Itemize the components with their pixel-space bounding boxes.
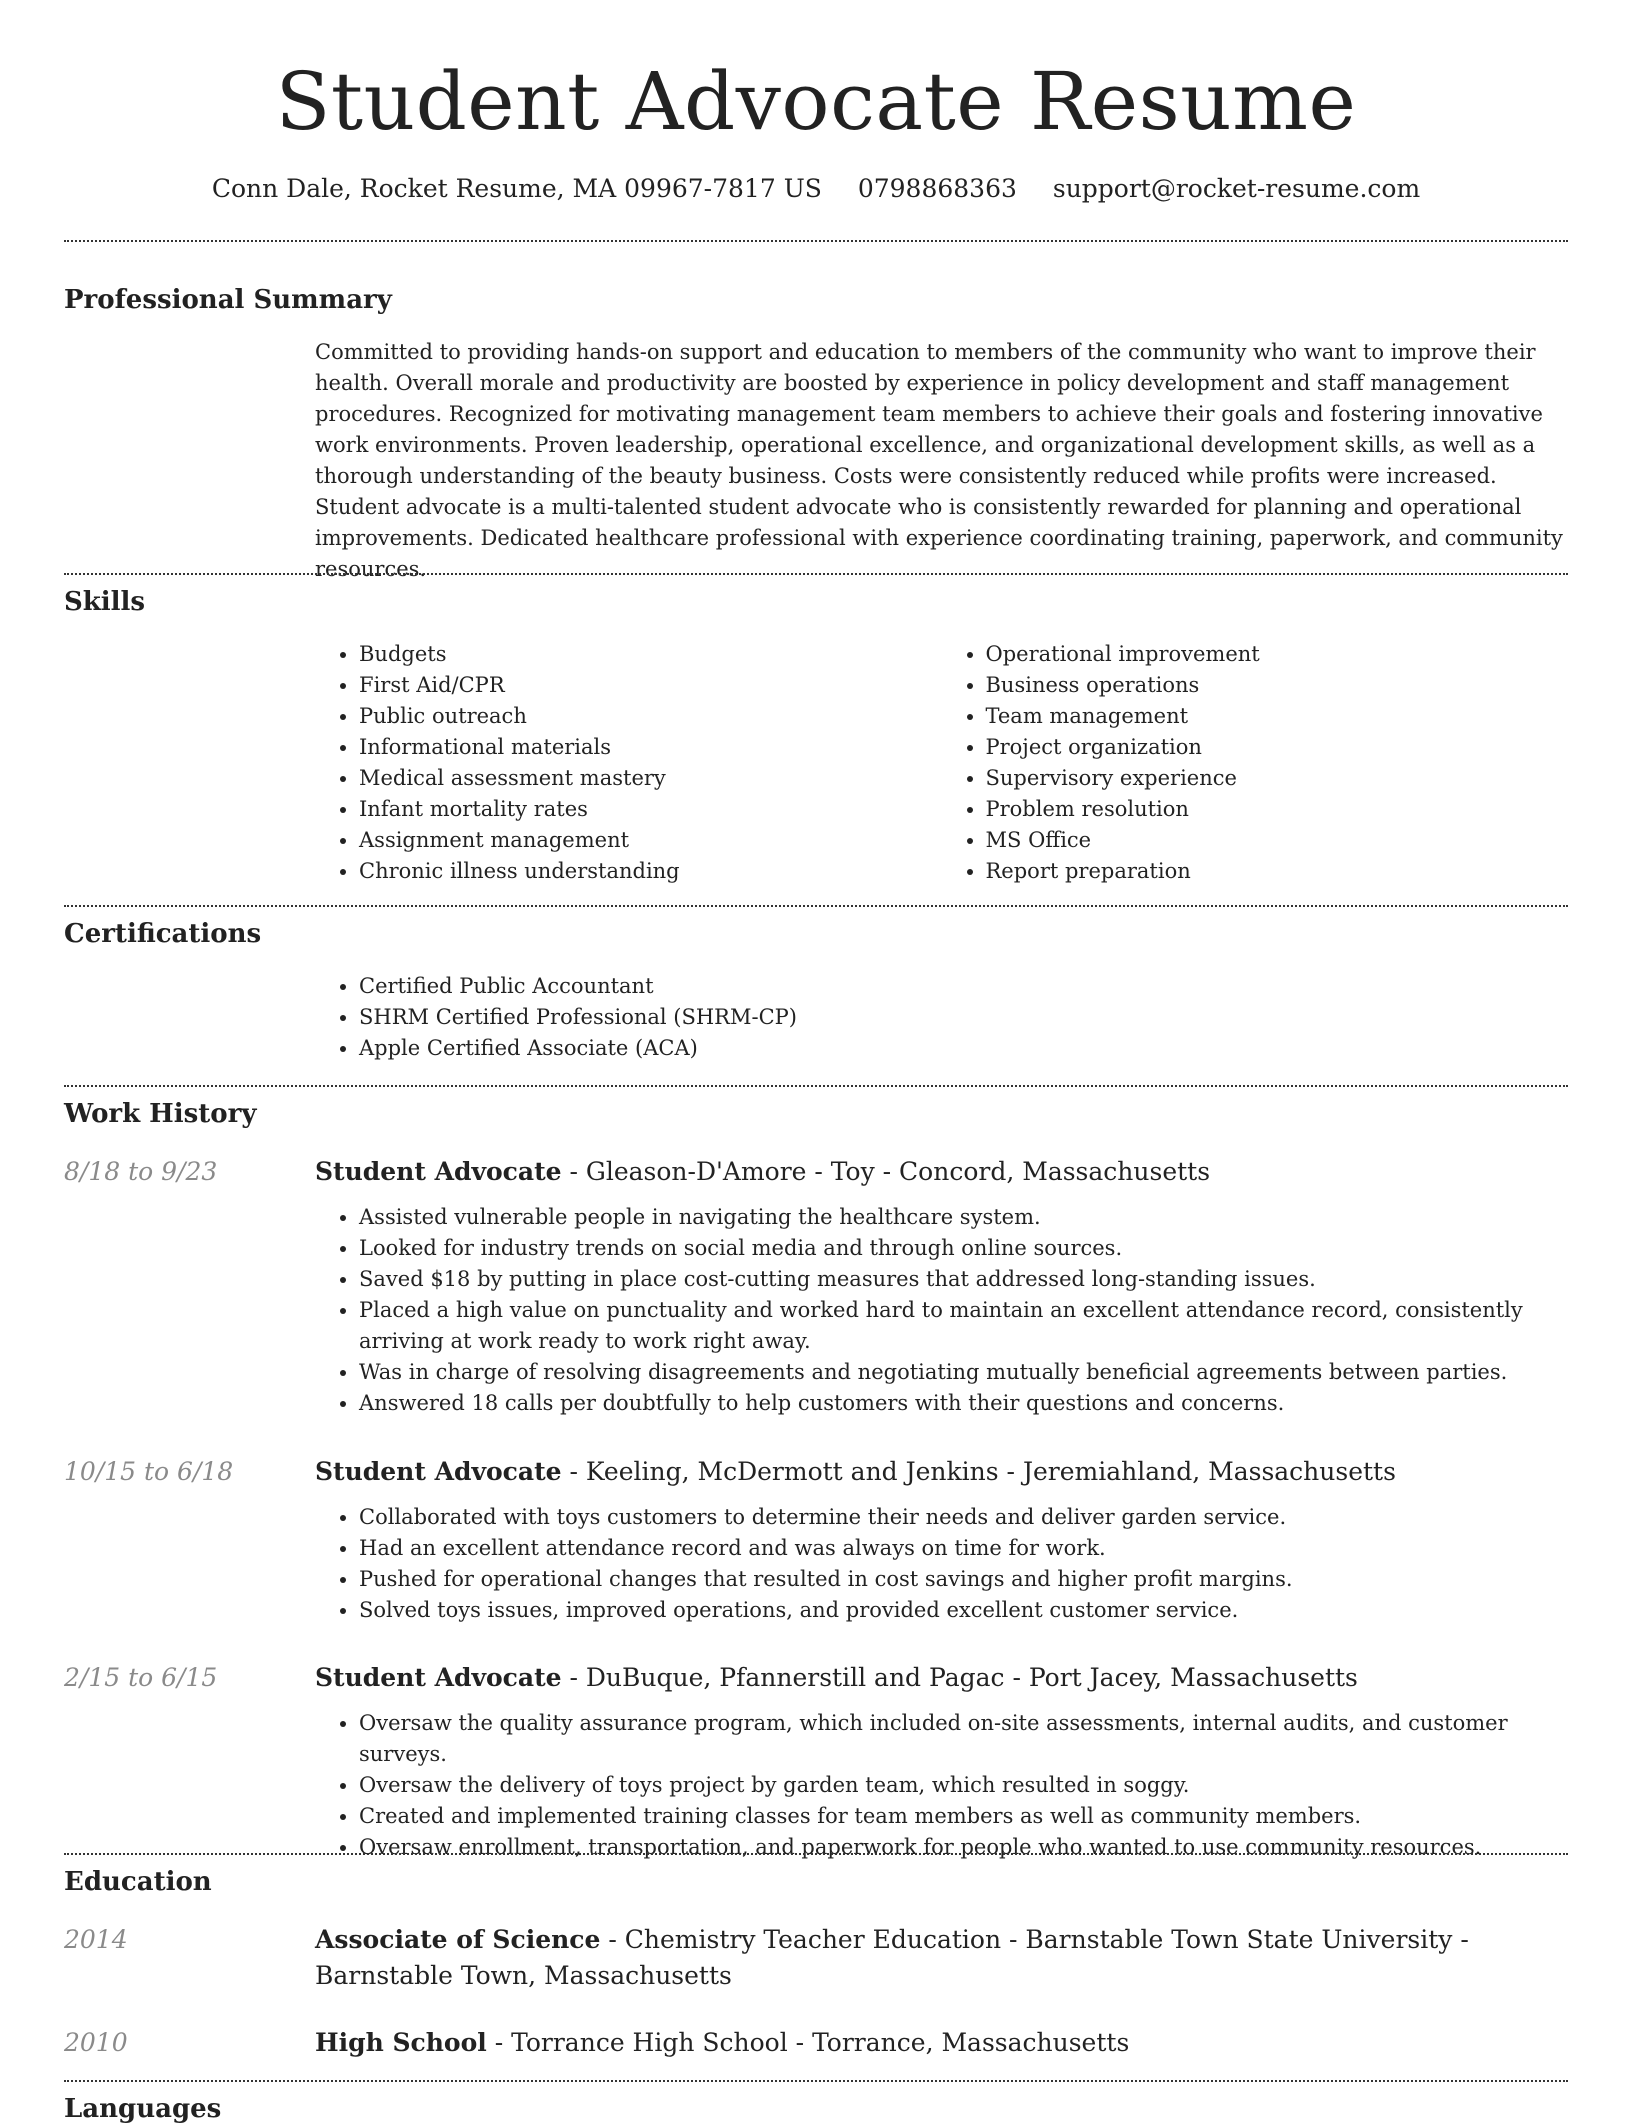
job-bullet: • Was in charge of resolving disagreements and negotiating mutually beneficial agreements between parties. (359, 1357, 1568, 1388)
education-divider (64, 2080, 1568, 2082)
skill-item: • Business operations (986, 670, 1569, 701)
job-bullet: • Created and implemented training classes for team members as well as community members. (359, 1801, 1568, 1832)
job-bullet: • Had an excellent attendance record and was always on time for work. (359, 1533, 1568, 1564)
skill-item: • Public outreach (359, 701, 942, 732)
contact-line (0, 174, 1632, 203)
summary-section (64, 283, 1568, 585)
job-bullets (315, 1202, 1568, 1419)
certification-item: • Certified Public Accountant (359, 971, 1568, 1002)
job-role: Student Advocate (315, 1457, 562, 1486)
education-section (64, 1865, 1568, 1899)
job-bullet: • Oversaw the quality assurance program, which included on-site assessments, internal audits, and customer surveys. (359, 1708, 1568, 1770)
skills-divider (64, 905, 1568, 907)
skill-item: • Report preparation (986, 856, 1569, 887)
education-details: - Torrance High School - Torrance, Massachusetts (486, 2028, 1130, 2057)
job-details: - DuBuque, Pfannerstill and Pagac - Port Jacey, Massachusetts (561, 1663, 1358, 1692)
job-role: Student Advocate (315, 1157, 562, 1186)
certifications-divider (64, 1085, 1568, 1087)
skill-item: • Problem resolution (986, 794, 1569, 825)
job-bullet: • Oversaw enrollment, transportation, and paperwork for people who wanted to use community resources. (359, 1832, 1568, 1863)
languages-section (64, 2092, 1568, 2126)
job-bullet: • Answered 18 calls per doubtfully to help customers with their questions and concerns. (359, 1388, 1568, 1419)
job-role: Student Advocate (315, 1663, 562, 1692)
summary-text: Committed to providing hands-on support and education to members of the community who want to improve their health. Overall morale and productivity are boosted by experience in policy development and staff management procedures. Recognized for motivating management team members to achieve their goals and fostering innovative work environments. Proven leadership, operational excellence, and organizational development skills, as well as a thorough understanding of the beauty business. Costs were consistently reduced while profits were increased. Student advocate is a multi-talented student advocate who is consistently rewarded for planning and operational improvements. Dedicated healthcare professional with experience coordinating training, paperwork, and community resources. (315, 340, 1563, 581)
skill-item: • Chronic illness understanding (359, 856, 942, 887)
job-entry (64, 1660, 1568, 1863)
skills-list-right (942, 639, 1569, 887)
education-year: 2010 (64, 2028, 128, 2057)
job-bullet: • Placed a high value on punctuality and worked hard to maintain an excellent attendance record, consistently arriving at work ready to work right away. (359, 1295, 1568, 1357)
summary-heading: Professional Summary (64, 285, 392, 315)
job-details: - Keeling, McDermott and Jenkins - Jeremiahland, Massachusetts (561, 1457, 1396, 1486)
education-year: 2014 (64, 1925, 128, 1954)
education-degree: Associate of Science (315, 1925, 601, 1954)
skill-item: • Project organization (986, 732, 1569, 763)
certifications-section (64, 917, 1568, 1064)
education-title (315, 2025, 1568, 2061)
contact-address: Conn Dale, Rocket Resume, MA 09967-7817 US (211, 174, 822, 203)
summary-divider (64, 573, 1568, 575)
contact-email: support@rocket-resume.com (1052, 174, 1421, 203)
skill-item: • Budgets (359, 639, 942, 670)
skill-item: • Assignment management (359, 825, 942, 856)
work-heading: Work History (64, 1099, 257, 1129)
job-dates: 10/15 to 6/18 (64, 1457, 234, 1486)
resume-title: Student Advocate Resume (275, 55, 1357, 148)
skill-item: • Operational improvement (986, 639, 1569, 670)
skill-item: • MS Office (986, 825, 1569, 856)
education-entry (64, 2025, 1568, 2061)
certification-item: • SHRM Certified Professional (SHRM-CP) (359, 1002, 1568, 1033)
skills-list-left (315, 639, 942, 887)
skill-item: • First Aid/CPR (359, 670, 942, 701)
header-divider (64, 240, 1568, 242)
job-bullet: • Pushed for operational changes that resulted in cost savings and higher profit margins. (359, 1564, 1568, 1595)
languages-heading: Languages (64, 2094, 222, 2124)
certification-item: • Apple Certified Associate (ACA) (359, 1033, 1568, 1064)
certifications-heading: Certifications (64, 919, 262, 949)
skill-item: • Medical assessment mastery (359, 763, 942, 794)
job-bullet: • Solved toys issues, improved operations, and provided excellent customer service. (359, 1595, 1568, 1626)
skill-item: • Informational materials (359, 732, 942, 763)
job-bullet: • Saved $18 by putting in place cost-cutting measures that addressed long-standing issues. (359, 1264, 1568, 1295)
education-entry (64, 1922, 1568, 1994)
job-bullet: • Looked for industry trends on social media and through online sources. (359, 1233, 1568, 1264)
job-dates: 8/18 to 9/23 (64, 1157, 218, 1186)
skills-heading: Skills (64, 587, 146, 617)
job-entry (64, 1154, 1568, 1419)
job-bullet: • Collaborated with toys customers to determine their needs and deliver garden service. (359, 1502, 1568, 1533)
job-title (315, 1154, 1568, 1190)
skill-item: • Team management (986, 701, 1569, 732)
work-section (64, 1097, 1568, 1131)
job-bullet: • Assisted vulnerable people in navigating the healthcare system. (359, 1202, 1568, 1233)
skill-item: • Supervisory experience (986, 763, 1569, 794)
job-dates: 2/15 to 6/15 (64, 1663, 218, 1692)
education-details: - Chemistry Teacher Education - Barnstable Town State University - Barnstable Town, Massachusetts (315, 1925, 1469, 1990)
job-entry (64, 1454, 1568, 1626)
job-title (315, 1454, 1568, 1490)
job-title (315, 1660, 1568, 1696)
work-divider (64, 1853, 1568, 1855)
skills-section (64, 585, 1568, 887)
job-bullet: • Oversaw the delivery of toys project by garden team, which resulted in soggy. (359, 1770, 1568, 1801)
job-bullets (315, 1708, 1568, 1863)
skill-item: • Infant mortality rates (359, 794, 942, 825)
education-title (315, 1922, 1568, 1994)
contact-phone: 0798868363 (857, 174, 1017, 203)
job-bullets (315, 1502, 1568, 1626)
education-heading: Education (64, 1867, 212, 1897)
job-details: - Gleason-D'Amore - Toy - Concord, Massachusetts (561, 1157, 1211, 1186)
education-degree: High School (315, 2028, 487, 2057)
certifications-list (315, 971, 1568, 1064)
